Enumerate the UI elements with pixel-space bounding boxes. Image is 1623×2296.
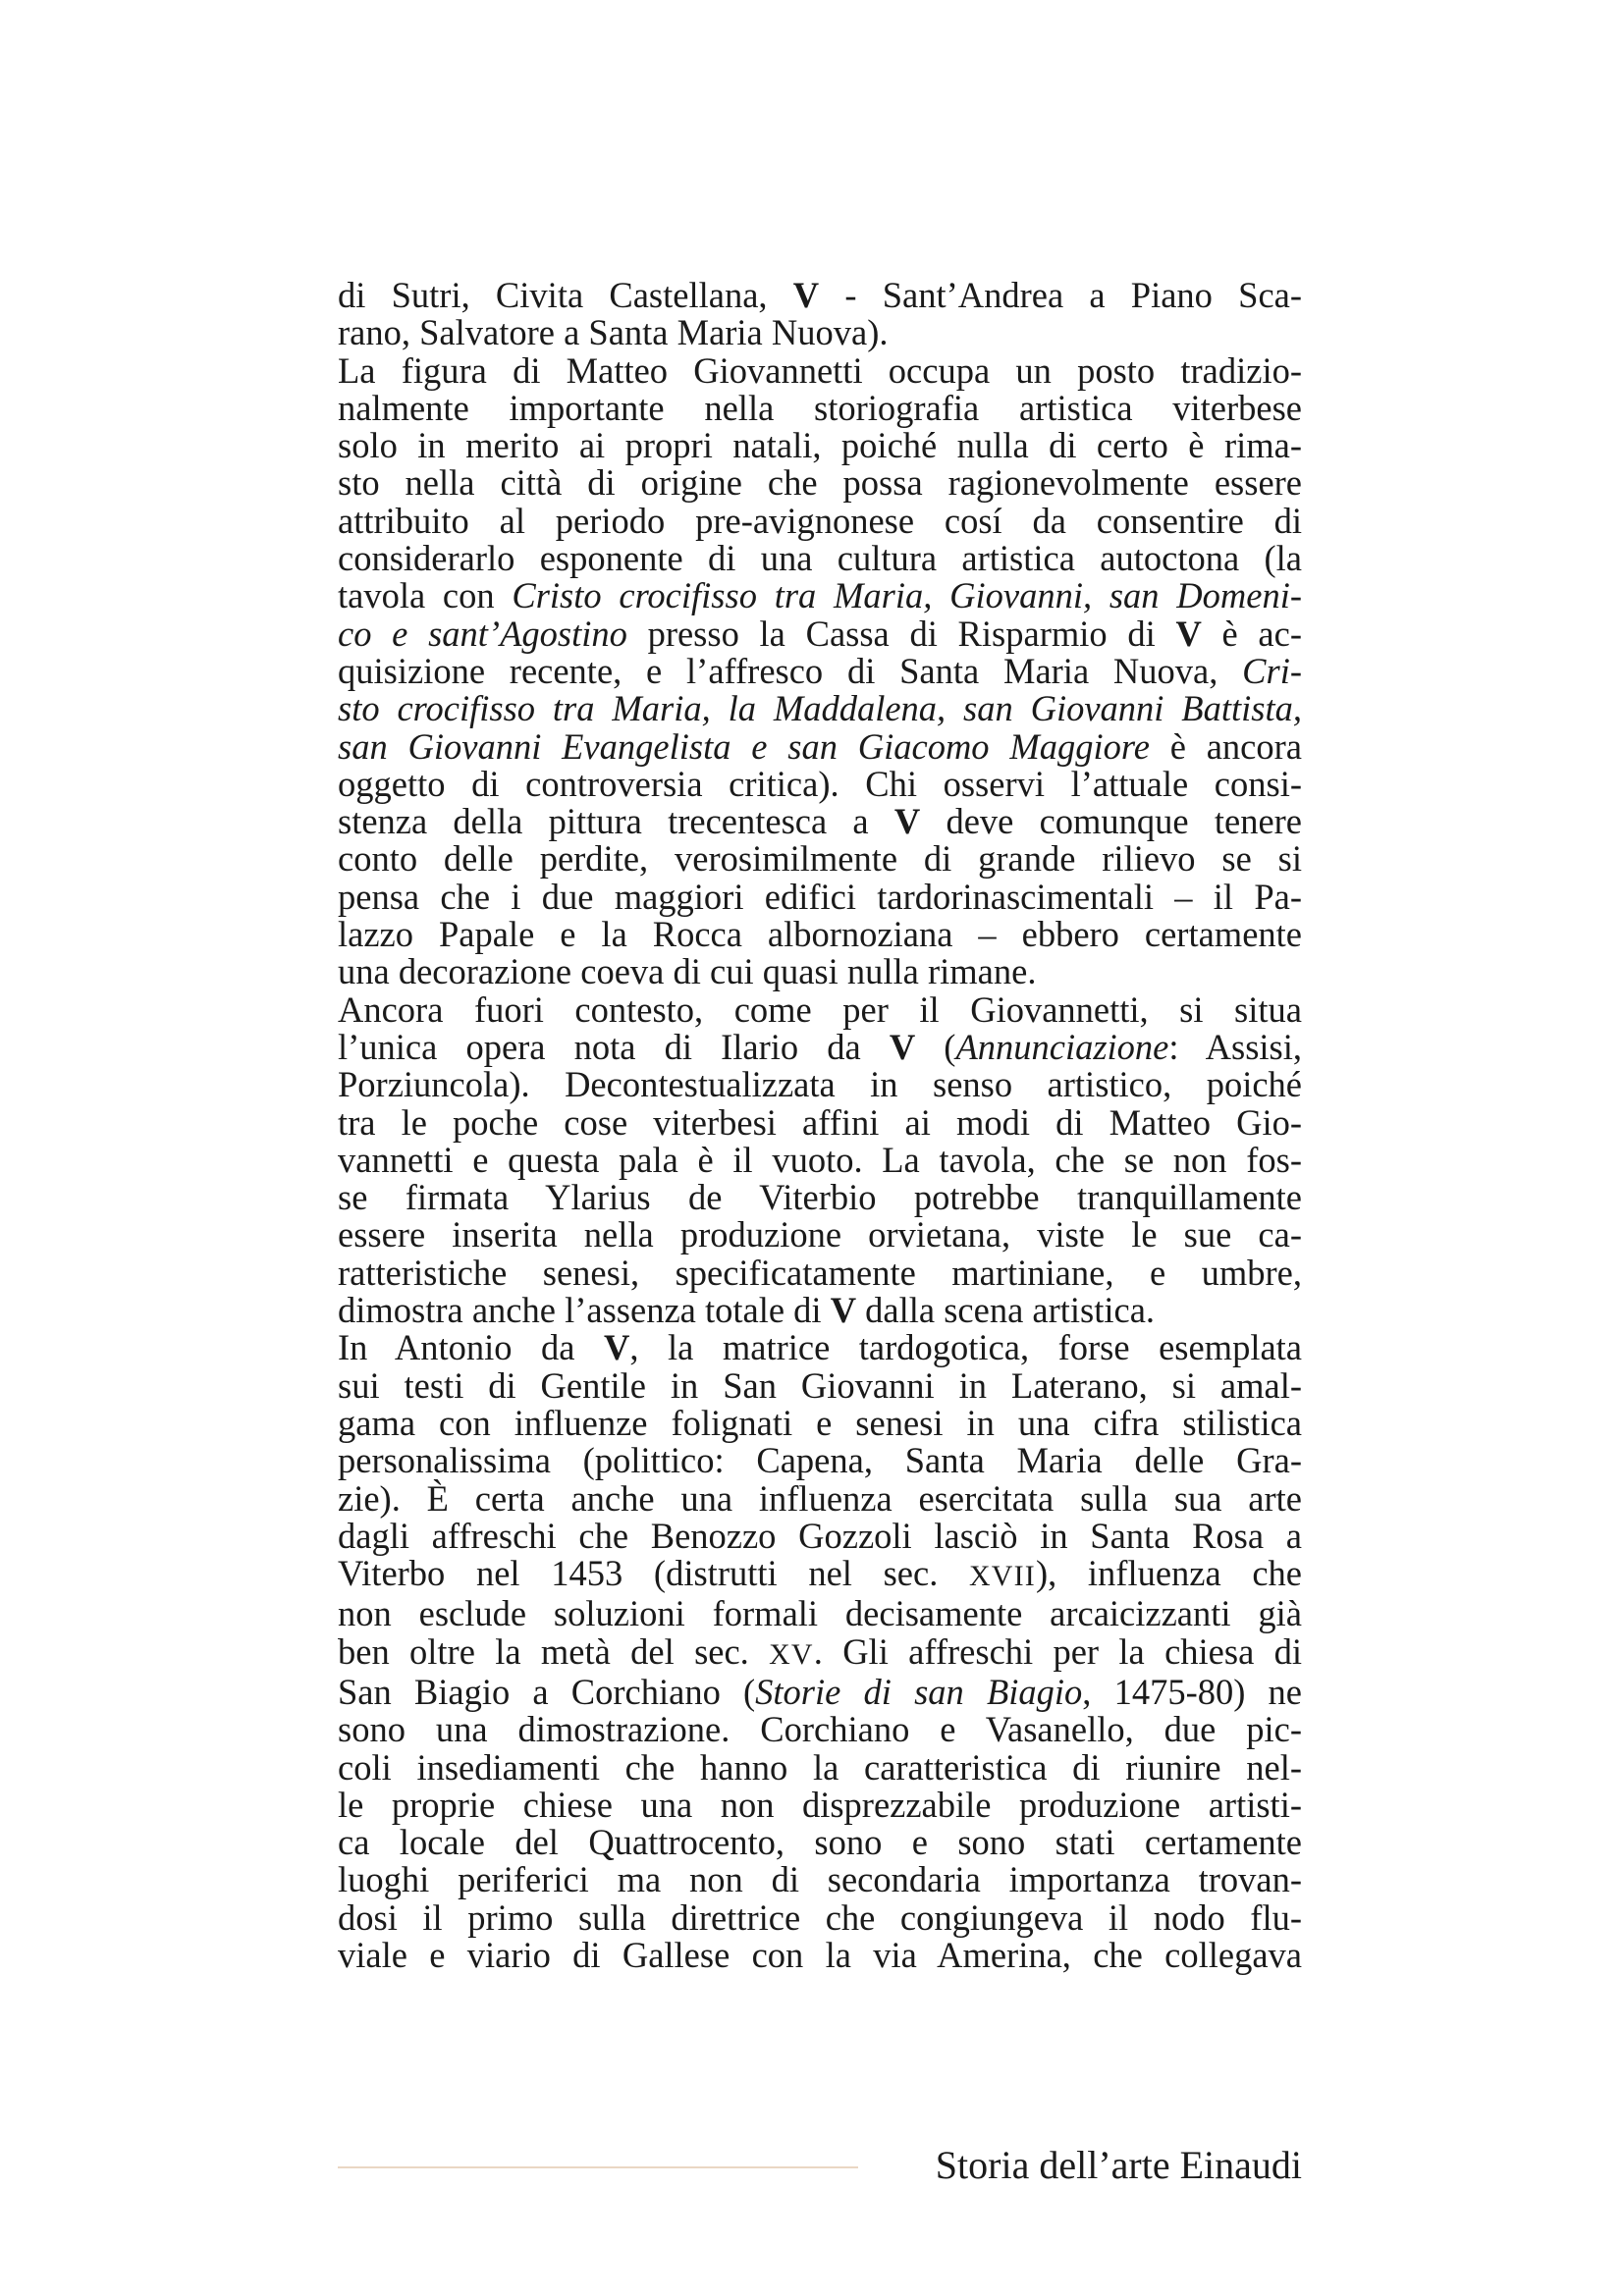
text-line [338, 650, 1302, 691]
text-run: personalissima (polittico: Capena, Santa Maria delle Gra- [338, 1440, 1302, 1481]
text-run: dalla scena artistica. [856, 1290, 1156, 1331]
text-run: rano, Salvatore a Santa Maria Nuova). [338, 312, 889, 353]
text-line [338, 1515, 1302, 1556]
text-line [338, 876, 1302, 917]
small-caps-text: XV [769, 1637, 814, 1671]
footer-rule [338, 2166, 858, 2168]
text-line [338, 1671, 1303, 1712]
text-line [338, 1746, 1302, 1788]
text-run: essere inserita nella produzione orvietana, viste le sue ca- [338, 1214, 1302, 1255]
text-line [338, 1139, 1302, 1180]
text-line [338, 763, 1302, 804]
bold-text: V [604, 1327, 630, 1368]
text-line [338, 577, 1302, 614]
text-line [338, 464, 1302, 502]
text-line [338, 1896, 1302, 1938]
text-run: Viterbo nel 1453 (distrutti nel sec. [338, 1553, 969, 1594]
text-line [338, 988, 1302, 1030]
text-line [338, 1026, 1303, 1067]
text-run: presso la Cassa di Risparmio di [626, 613, 1176, 654]
text-run: luoghi periferici ma non di secondaria importanza trovan- [338, 1859, 1302, 1900]
text-line [338, 916, 1302, 953]
italic-text: Annunciazione [955, 1026, 1169, 1067]
text-run: considerarlo esponente di una cultura artistica autoctona (la [338, 538, 1302, 579]
italic-text: co e sant’Agostino [338, 613, 627, 654]
text-line [338, 427, 1302, 464]
text-run: ratteristiche senesi, specificatamente martiniane, e umbre, [338, 1252, 1302, 1293]
text-line [338, 1364, 1302, 1406]
text-run: pensa che i due maggiori edifici tardorinascimentali – il Pa- [338, 876, 1302, 917]
small-caps-text: XVII [969, 1560, 1036, 1593]
text-run: quisizione recente, e l’affresco di Santa Maria Nuova, [338, 650, 1243, 691]
text-run: vannetti e questa pala è il vuoto. La tavola, che se non fos- [338, 1139, 1302, 1180]
text-run: conto delle perdite, verosimilmente di grande rilievo se si [338, 838, 1302, 880]
text-run: ben oltre la metà del sec. [338, 1630, 770, 1672]
text-run: zie). È certa anche una influenza esercitata sulla sua arte [338, 1477, 1302, 1519]
text-line [338, 725, 1302, 767]
text-run: le proprie chiese una non disprezzabile produzione artisti- [338, 1784, 1302, 1825]
text-line [338, 803, 1302, 840]
text-run: dosi il primo sulla direttrice che congiungeva il nodo flu- [338, 1896, 1302, 1938]
text-run: , la matrice tardogotica, forse esemplata [629, 1327, 1303, 1368]
text-run: solo in merito ai propri natali, poiché nulla di certo è rima- [338, 425, 1302, 466]
text-line [338, 314, 1302, 351]
text-run: La figura di Matteo Giovannetti occupa un posto tradizio- [338, 349, 1302, 391]
text-run: deve comunque tenere [920, 801, 1302, 842]
italic-text: Cristo crocifisso tra Maria, Giovanni, san Domeni- [512, 575, 1302, 616]
text-run: San Biagio a Corchiano ( [338, 1671, 756, 1712]
text-line [338, 953, 1302, 990]
text-run: l’unica opera nota di Ilario da [338, 1026, 890, 1067]
italic-text: sto crocifisso tra Maria, la Maddalena, san Giovanni Battista, [338, 688, 1302, 729]
text-run: è ancora [1149, 725, 1302, 767]
text-line [338, 387, 1302, 428]
text-line [338, 1329, 1302, 1366]
text-line [338, 1784, 1302, 1825]
text-run: In Antonio da [338, 1327, 605, 1368]
text-line [338, 1711, 1302, 1748]
italic-text: Storie di san Biagio [755, 1671, 1083, 1712]
text-line [338, 840, 1302, 878]
text-run: oggetto di controversia critica). Chi osservi l’attuale consi- [338, 763, 1302, 804]
text-line [338, 500, 1302, 541]
italic-text: san Giovanni Evangelista e san Giacomo Maggiore [338, 725, 1150, 767]
text-run: Ancora fuori contesto, come per il Giovannetti, si situa [338, 988, 1302, 1030]
footer-series-title: Storia dell’arte Einaudi [935, 2143, 1302, 2187]
text-run: Porziuncola). Decontestualizzata in senso artistico, poiché [338, 1064, 1302, 1105]
text-run: nalmente importante nella storiografia artistica viterbese [338, 387, 1302, 428]
text-line [338, 1630, 1302, 1674]
text-run: dagli affreschi che Benozzo Gozzoli lasciò in Santa Rosa a [338, 1515, 1302, 1556]
text-run: sto nella città di origine che possa ragionevolmente essere [338, 462, 1302, 504]
text-line [338, 1402, 1302, 1443]
text-run: . Gli affreschi per la chiesa di [813, 1630, 1302, 1672]
text-line [338, 690, 1302, 727]
text-line [338, 1101, 1302, 1143]
text-line [338, 1861, 1302, 1898]
text-run: attribuito al periodo pre-avignonese cosí da consentire di [338, 500, 1302, 541]
text-run: non esclude soluzioni formali decisamente arcaicizzanti già [338, 1593, 1302, 1634]
text-run: dimostra anche l’assenza totale di [338, 1290, 831, 1331]
text-line [338, 1066, 1302, 1103]
text-run: : Assisi, [1168, 1026, 1303, 1067]
text-run: viale e viario di Gallese con la via Amerina, che collegava [338, 1935, 1302, 1976]
text-line [338, 1179, 1302, 1216]
text-line [338, 1595, 1302, 1632]
text-line [338, 277, 1302, 314]
body-text [338, 277, 1302, 1974]
italic-text: Cri- [1242, 650, 1302, 691]
text-line [338, 1216, 1302, 1254]
bold-text: V [893, 801, 921, 842]
text-line [338, 540, 1302, 577]
text-line [338, 1252, 1302, 1293]
text-line [338, 1477, 1302, 1519]
text-line [338, 1442, 1302, 1479]
text-run: se firmata Ylarius de Viterbio potrebbe tranquillamente [338, 1177, 1302, 1218]
text-line [338, 1555, 1302, 1595]
text-run: tavola con [338, 575, 513, 616]
text-run: gama con influenze folignati e senesi in una cifra stilistica [338, 1402, 1302, 1443]
text-run: una decorazione coeva di cui quasi nulla rimane. [338, 951, 1037, 992]
text-line [338, 615, 1302, 653]
text-run: ( [915, 1026, 956, 1067]
text-line [338, 1937, 1302, 1974]
text-run: ), influenza che [1035, 1553, 1303, 1594]
text-run: , 1475-80) ne [1082, 1671, 1303, 1712]
text-run: di Sutri, Civita Castellana, [338, 275, 793, 315]
text-run: sono una dimostrazione. Corchiano e Vasanello, due pic- [338, 1709, 1302, 1750]
text-run: tra le poche cose viterbesi affini ai modi di Matteo Gio- [338, 1101, 1302, 1143]
bold-text: V [792, 275, 820, 315]
bold-text: V [830, 1290, 857, 1331]
bold-text: V [1175, 613, 1202, 654]
text-run: stenza della pittura trecentesca a [338, 801, 894, 842]
text-run: sui testi di Gentile in San Giovanni in Laterano, si amal- [338, 1364, 1302, 1406]
text-line [338, 1824, 1302, 1861]
text-line [338, 1292, 1302, 1329]
text-run: lazzo Papale e la Rocca albornoziana – ebbero certamente [338, 914, 1302, 955]
text-run: ca locale del Quattrocento, sono e sono stati certamente [338, 1822, 1302, 1863]
text-run: - Sant’Andrea a Piano Sca- [819, 275, 1303, 315]
bold-text: V [889, 1026, 916, 1067]
text-line [338, 349, 1302, 391]
text-run: coli insediamenti che hanno la caratteristica di riunire nel- [338, 1746, 1302, 1788]
text-run: è ac- [1201, 613, 1302, 654]
